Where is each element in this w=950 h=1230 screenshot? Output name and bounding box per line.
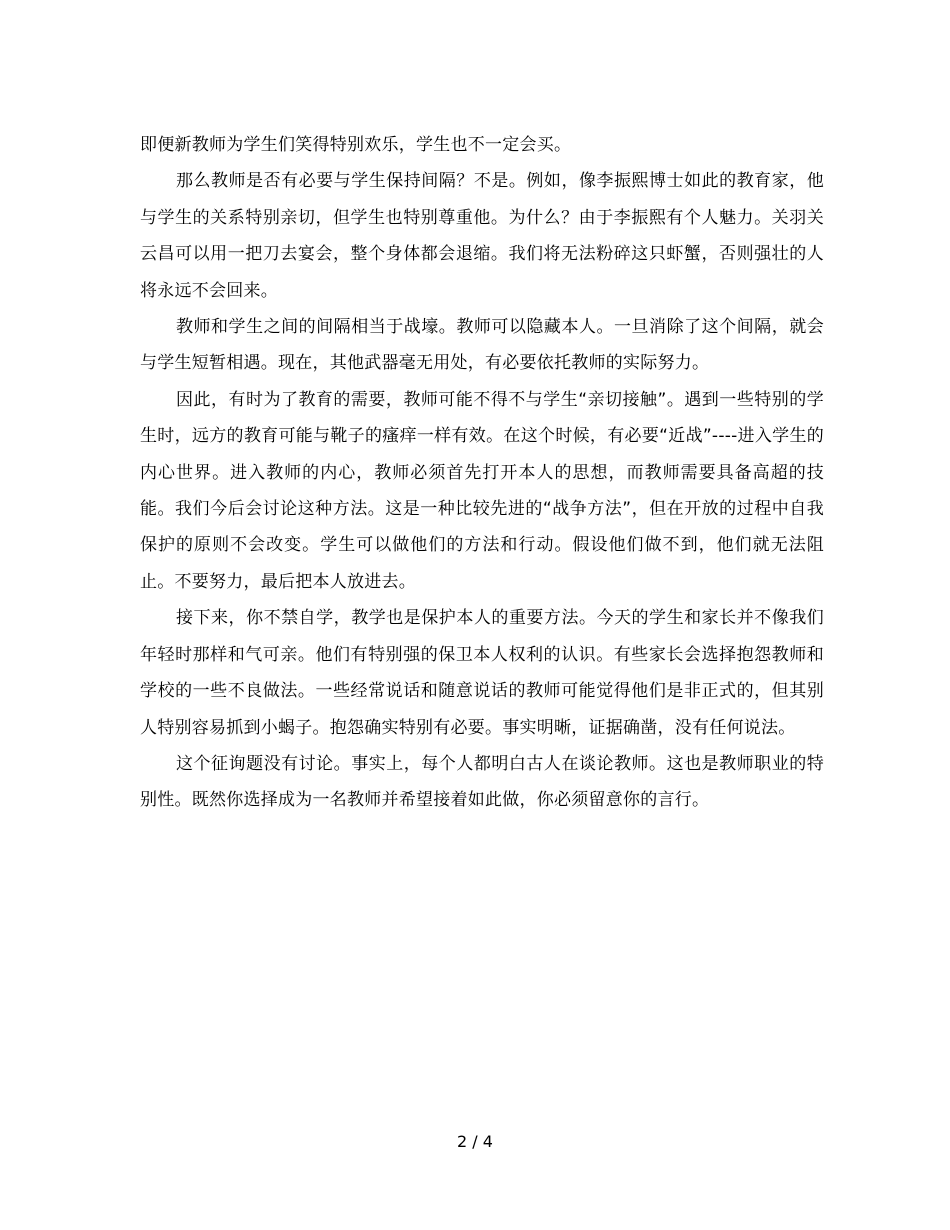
paragraph-3: 教师和学生之间的间隔相当于战壕。教师可以隐藏本人。一旦消除了这个间隔，就会与学生短暂相遇。现在，其他武器毫无用处，有必要依托教师的实际努力。 bbox=[140, 317, 824, 374]
document-body bbox=[140, 127, 824, 819]
paragraph-1: 即便新教师为学生们笑得特别欢乐，学生也不一定会买。 bbox=[140, 135, 572, 155]
paragraph-6: 这个征询题没有讨论。事实上，每个人都明白古人在谈论教师。这也是教师职业的特别性。既然你选择成为一名教师并希望接着如此做，你必须留意你的言行。 bbox=[140, 753, 824, 811]
paragraph-4: 因此，有时为了教育的需要，教师可能不得不与学生“亲切接触”。遇到一些特别的学生时，远方的教育可能与靴子的瘙痒一样有效。在这个时候，有必要“近战”----进入学生的内心世界。进入教师的内心，教师必须首先打开本人的思想，而教师需要具备高超的技能。我们今后会讨论这种方法。这是一种比较先进的“战争方法”，但在开放的过程中自我保护的原则不会改变。学生可以做他们的方法和行动。假设他们做不到，他们就无法阻止。不要努力，最后把本人放进去。 bbox=[140, 389, 824, 592]
paragraph-5: 接下来，你不禁自学，教学也是保护本人的重要方法。今天的学生和家长并不像我们年轻时那样和气可亲。他们有特别强的保卫本人权利的认识。有些家长会选择抱怨教师和学校的一些不良做法。一些经常说话和随意说话的教师可能觉得他们是非正式的，但其别人特别容易抓到小蝎子。抱怨确实特别有必要。事实明晰，证据确凿，没有任何说法。 bbox=[140, 608, 824, 738]
paragraph-2: 那么教师是否有必要与学生保持间隔？不是。例如，像李振熙博士如此的教育家，他与学生的关系特别亲切，但学生也特别尊重他。为什么？由于李振熙有个人魅力。关羽关云昌可以用一把刀去宴会，整个身体都会退缩。我们将无法粉碎这只虾蟹，否则强壮的人将永远不会回来。 bbox=[140, 171, 824, 301]
page-number: 2 / 4 bbox=[457, 1132, 493, 1151]
